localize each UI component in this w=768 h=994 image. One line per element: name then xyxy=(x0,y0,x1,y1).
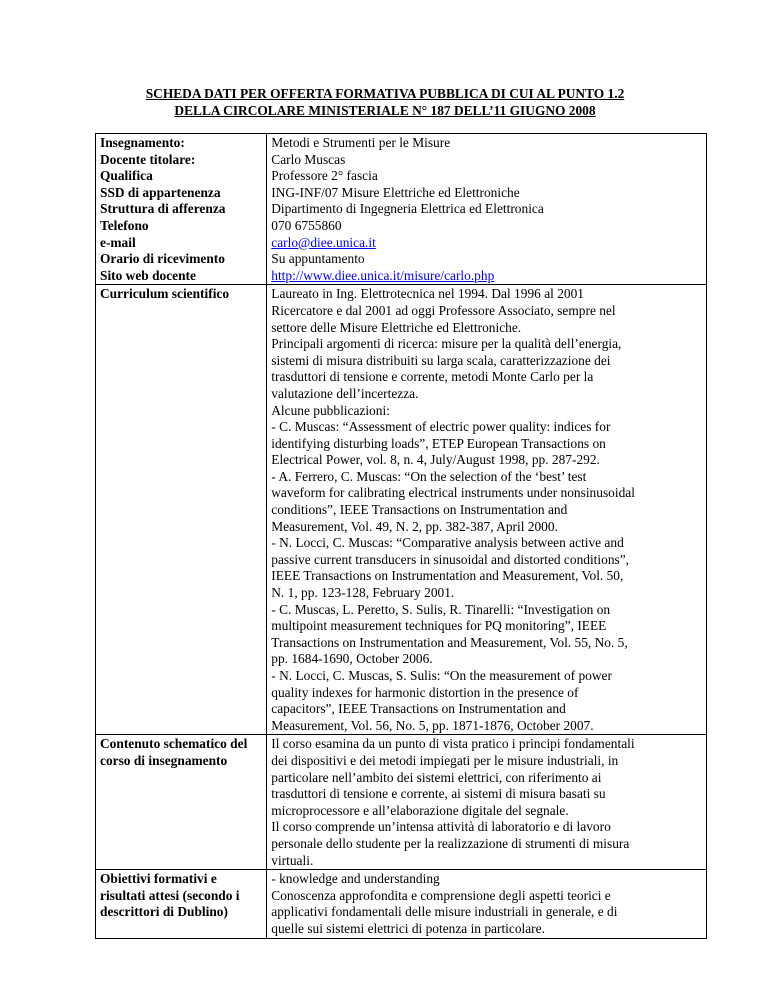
title-line-2: DELLA CIRCOLARE MINISTERIALE N° 187 DELL’11 GIUGNO 2008 xyxy=(174,102,596,118)
title-line-1: SCHEDA DATI PER OFFERTA FORMATIVA PUBBLICA DI CUI AL PUNTO 1.2 xyxy=(145,86,625,101)
obiettivi-line: Conoscenza approfondita e comprensione degli aspetti teorici e xyxy=(271,887,611,903)
contenuto-label-cell xyxy=(96,735,267,870)
curriculum-line: Principali argomenti di ricerca: misure per la qualità dell’energia, xyxy=(271,336,622,352)
label-contenuto: corso di insegnamento xyxy=(100,752,228,768)
curriculum-line: - C. Muscas: “Assessment of electric power quality: indices for xyxy=(271,419,611,435)
document-title xyxy=(60,86,710,119)
label-qualifica: Qualifica xyxy=(100,168,153,184)
label-sito: Sito web docente xyxy=(100,267,196,283)
curriculum-line: - C. Muscas, L. Peretto, S. Sulis, R. Tinarelli: “Investigation on xyxy=(271,601,611,617)
curriculum-line: valutazione dell’incertezza. xyxy=(271,385,419,401)
label-docente: Docente titolare: xyxy=(100,151,196,167)
contenuto-line: dei dispositivi e dei metodi impiegati per le misure industriali, in xyxy=(271,752,619,768)
curriculum-line: conditions”, IEEE Transactions on Instrumentation and xyxy=(271,502,568,518)
obiettivi-label-cell xyxy=(96,870,267,938)
contenuto-row xyxy=(96,735,707,870)
curriculum-line: sistemi di misura distribuiti su larga scala, caratterizzazione dei xyxy=(271,352,611,368)
course-data-table xyxy=(95,133,707,939)
contenuto-line: personale dello studente per la realizzazione di strumenti di misura xyxy=(271,835,630,851)
label-telefono: Telefono xyxy=(100,217,149,233)
curriculum-text-cell xyxy=(267,285,707,735)
contenuto-line: Il corso esamina da un punto di vista pratico i principi fondamentali xyxy=(271,736,635,752)
curriculum-line: Measurement, Vol. 56, No. 5, pp. 1871-1876, October 2007. xyxy=(271,717,594,733)
label-email: e-mail xyxy=(100,234,136,250)
curriculum-line: capacitors”, IEEE Transactions on Instrumentation and xyxy=(271,701,566,717)
info-labels-cell xyxy=(96,134,267,285)
curriculum-line: Alcune pubblicazioni: xyxy=(271,402,390,418)
website-line xyxy=(271,268,702,285)
value-struttura: Dipartimento di Ingegneria Elettrica ed Elettronica xyxy=(271,201,544,217)
curriculum-line: IEEE Transactions on Instrumentation and Measurement, Vol. 50, xyxy=(271,568,624,584)
info-row xyxy=(96,134,707,285)
curriculum-line: Measurement, Vol. 49, N. 2, pp. 382-387, April 2000. xyxy=(271,518,558,534)
curriculum-line: pp. 1684-1690, October 2006. xyxy=(271,651,433,667)
contenuto-text-cell xyxy=(267,735,707,870)
label-obiettivi: risultati attesi (secondo i xyxy=(100,887,240,903)
value-insegnamento: Metodi e Strumenti per le Misure xyxy=(271,135,451,150)
contenuto-line: trasduttori di tensione e corrente, ai sistemi di misura basati su xyxy=(271,786,606,802)
curriculum-line: multipoint measurement techniques for PQ monitoring”, IEEE xyxy=(271,618,607,634)
curriculum-line: - A. Ferrero, C. Muscas: “On the selection of the ‘best’ test xyxy=(271,468,587,484)
curriculum-line: settore delle Misure Elettriche ed Elettroniche. xyxy=(271,319,522,335)
curriculum-label-cell xyxy=(96,285,267,735)
curriculum-line: quality indexes for harmonic distortion in the presence of xyxy=(271,684,579,700)
obiettivi-line: applicativi fondamentali delle misure industriali in generale, e di xyxy=(271,904,618,920)
label-orario: Orario di ricevimento xyxy=(100,251,225,267)
curriculum-line: waveform for calibrating electrical instruments under nonsinusoidal xyxy=(271,485,635,501)
curriculum-line: Laureato in Ing. Elettrotecnica nel 1994. Dal 1996 al 2001 xyxy=(271,286,584,302)
label-insegnamento: Insegnamento: xyxy=(100,135,185,150)
curriculum-line: identifying disturbing loads”, ETEP European Transactions on xyxy=(271,435,606,451)
contenuto-line: particolare nell’ambito dei sistemi elettrici, con riferimento ai xyxy=(271,769,602,785)
curriculum-line: trasduttori di tensione e corrente, metodi Monte Carlo per la xyxy=(271,369,594,385)
value-orario: Su appuntamento xyxy=(271,251,365,267)
obiettivi-line: quelle sui sistemi elettrici di potenza in particolare. xyxy=(271,920,545,936)
contenuto-line: Il corso comprende un’intensa attività di laboratorio e di lavoro xyxy=(271,819,611,835)
value-telefono: 070 6755860 xyxy=(271,217,342,233)
label-curriculum: Curriculum scientifico xyxy=(100,286,230,302)
email-link[interactable]: carlo@diee.unica.it xyxy=(271,234,376,250)
curriculum-line: - N. Locci, C. Muscas, S. Sulis: “On the measurement of power xyxy=(271,668,612,683)
contenuto-line: virtuali. xyxy=(271,852,314,868)
label-obiettivi: Obiettivi formativi e xyxy=(100,871,217,887)
obiettivi-text-cell xyxy=(267,870,707,938)
curriculum-row xyxy=(96,285,707,735)
curriculum-line: - N. Locci, C. Muscas: “Comparative analysis between active and xyxy=(271,535,624,551)
curriculum-line: Transactions on Instrumentation and Measurement, Vol. 55, No. 5, xyxy=(271,634,628,650)
curriculum-line: Electrical Power, vol. 8, n. 4, July/August 1998, pp. 287-292. xyxy=(271,452,600,468)
curriculum-line: N. 1, pp. 123-128, February 2001. xyxy=(271,585,455,601)
curriculum-line: Ricercatore e dal 2001 ad oggi Professore Associato, sempre nel xyxy=(271,302,616,318)
value-docente: Carlo Muscas xyxy=(271,151,346,167)
label-ssd: SSD di appartenenza xyxy=(100,184,221,200)
value-qualifica: Professore 2° fascia xyxy=(271,168,378,184)
value-ssd: ING-INF/07 Misure Elettriche ed Elettroniche xyxy=(271,184,520,200)
curriculum-line: passive current transducers in sinusoidal and distorted conditions”, xyxy=(271,551,630,567)
label-obiettivi: descrittori di Dublino) xyxy=(100,904,228,920)
obiettivi-line: - knowledge and understanding xyxy=(271,871,440,887)
label-struttura: Struttura di afferenza xyxy=(100,201,226,217)
info-values-cell xyxy=(267,134,707,285)
label-contenuto: Contenuto schematico del xyxy=(100,736,248,752)
email-line xyxy=(271,235,702,252)
website-link[interactable]: http://www.diee.unica.it/misure/carlo.php xyxy=(271,267,495,283)
contenuto-line: microprocessore e all’elaborazione digitale del segnale. xyxy=(271,802,569,818)
obiettivi-row xyxy=(96,870,707,938)
